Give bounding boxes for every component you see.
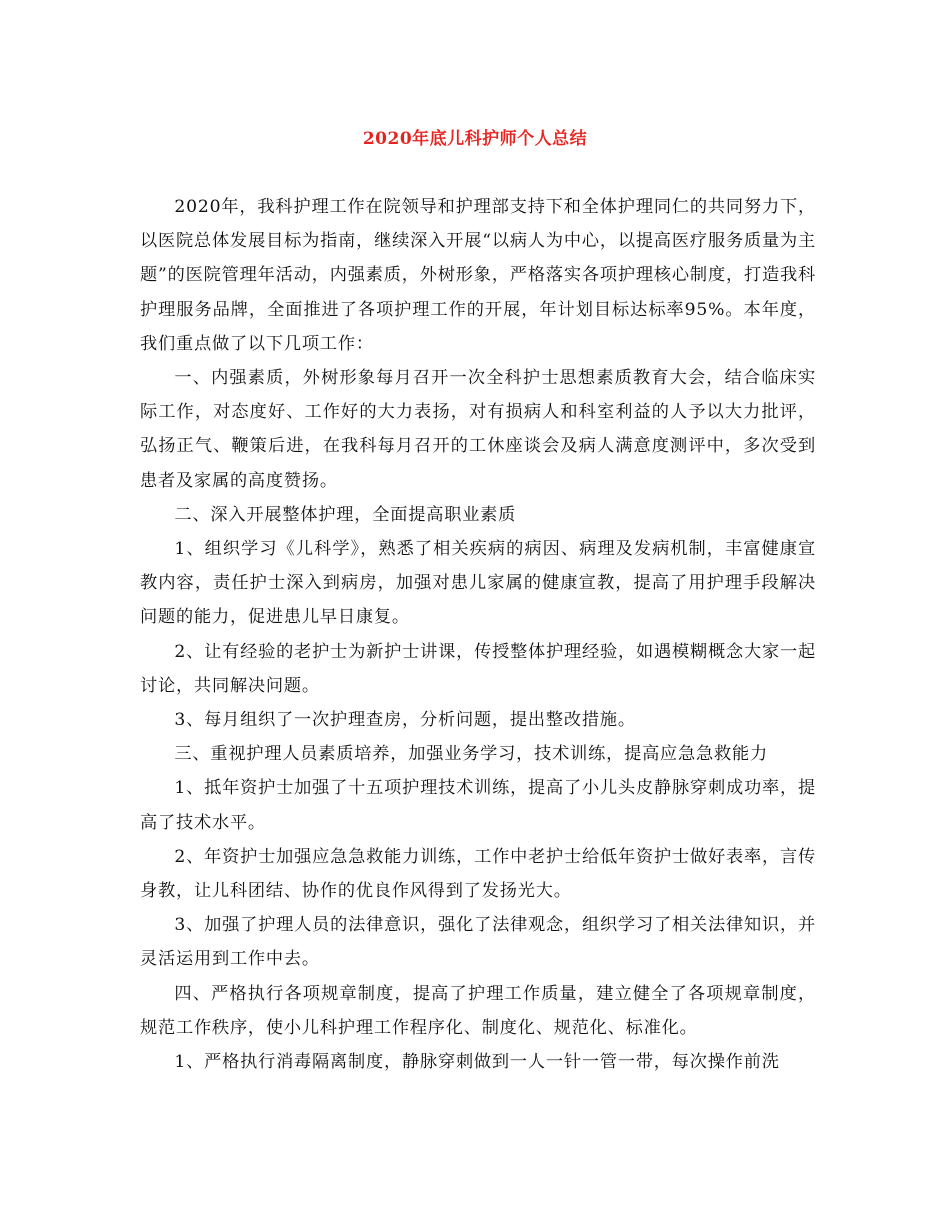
- paragraph-section-3-item-3: 3、加强了护理人员的法律意识，强化了法律观念，组织学习了相关法律知识，并灵活运用到工作中去。: [140, 915, 816, 970]
- paragraph-intro: 2020年，我科护理工作在院领导和护理部支持下和全体护理同仁的共同努力下，以医院总体发展目标为指南，继续深入开展“以病人为中心，以提高医疗服务质量为主题”的医院管理年活动，内强素质，外树形象，严格落实各项护理核心制度，打造我科护理服务品牌，全面推进了各项护理工作的开展，年计划目标达标率95%。本年度，我们重点做了以下几项工作：: [140, 197, 816, 354]
- paragraph-section-2-item-1: 1、组织学习《儿科学》，熟悉了相关疾病的病因、病理及发病机制，丰富健康宣教内容，责任护士深入到病房，加强对患儿家属的健康宣教，提高了用护理手段解决问题的能力，促进患儿早日康复。: [140, 539, 816, 628]
- paragraph-section-2-heading: 二、深入开展整体护理，全面提高职业素质: [174, 504, 517, 525]
- paragraph-section-1: 一、内强素质，外树形象每月召开一次全科护士思想素质教育大会，结合临床实际工作，对态度好、工作好的大力表扬，对有损病人和科室利益的人予以大力批评，弘扬正气、鞭策后进，在我科每月召开的工休座谈会及病人满意度测评中，多次受到患者及家属的高度赞扬。: [140, 368, 816, 491]
- paragraph-section-3-heading: 三、重视护理人员素质培养，加强业务学习，技术训练，提高应急急救能力: [174, 744, 768, 765]
- paragraph-section-3-item-2: 2、年资护士加强应急急救能力训练，工作中老护士给低年资护士做好表率，言传身教，让儿科团结、协作的优良作风得到了发扬光大。: [140, 846, 816, 902]
- paragraph-section-2-item-3: 3、每月组织了一次护理查房，分析问题，提出整改措施。: [174, 710, 636, 731]
- paragraph-section-2-item-2: 2、让有经验的老护士为新护士讲课，传授整体护理经验，如遇模糊概念大家一起讨论，共同解决问题。: [140, 641, 816, 696]
- document-title: 2020年底儿科护师个人总结: [362, 129, 588, 149]
- paragraph-section-4-item-1: 1、严格执行消毒隔离制度，静脉穿刺做到一人一针一管一带，每次操作前洗: [174, 1052, 780, 1073]
- document-body: [140, 190, 816, 1079]
- paragraph-section-3-item-1: 1、抵年资护士加强了十五项护理技术训练，提高了小儿头皮静脉穿刺成功率，提高了技术水平。: [140, 778, 816, 833]
- paragraph-section-4-heading: 四、严格执行各项规章制度，提高了护理工作质量，建立健全了各项规章制度，规范工作秩序，使小儿科护理工作程序化、制度化、规范化、标准化。: [140, 983, 816, 1038]
